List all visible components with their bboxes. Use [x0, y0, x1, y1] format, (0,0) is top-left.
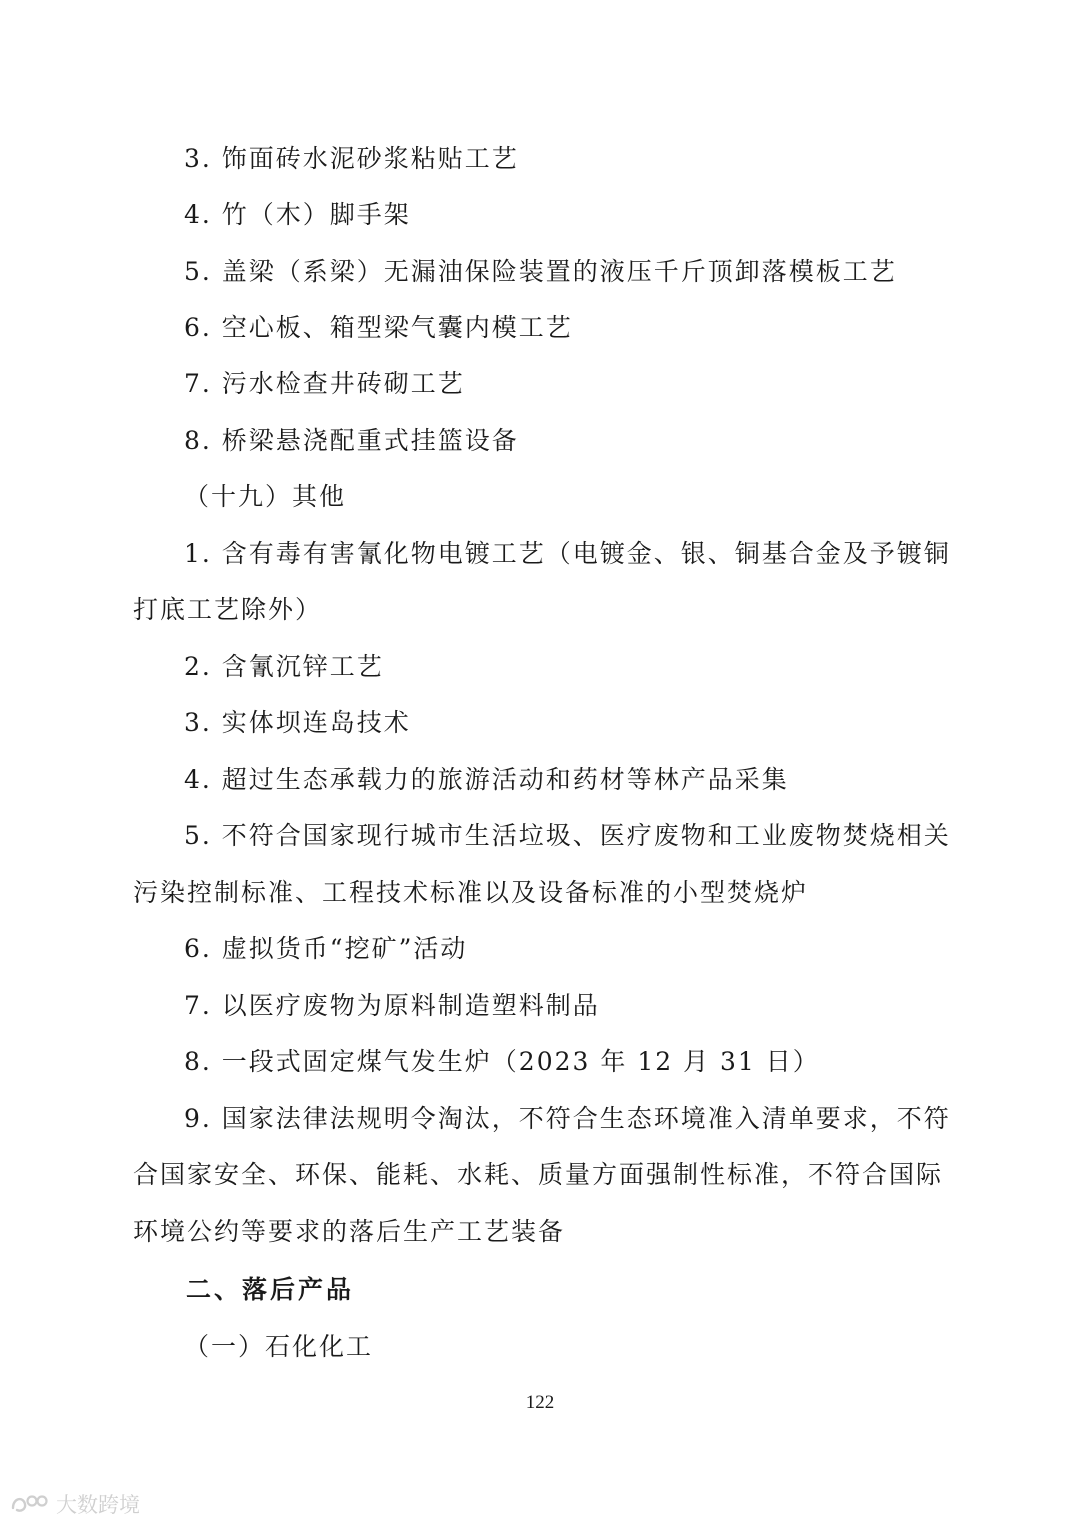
list-item-continuation: 环境公约等要求的落后生产工艺装备: [133, 1217, 566, 1246]
chapter-heading: 二、落后产品: [186, 1275, 355, 1304]
watermark-text: 大数跨境: [56, 1493, 140, 1517]
page-number: 122: [525, 1392, 555, 1413]
section-heading: （一）石化化工: [184, 1332, 374, 1361]
list-item: 2. 含氰沉锌工艺: [184, 652, 384, 681]
list-item: 5. 不符合国家现行城市生活垃圾、医疗废物和工业废物焚烧相关: [184, 821, 951, 850]
list-item: 9. 国家法律法规明令淘汰，不符合生态环境准入清单要求，不符: [184, 1104, 951, 1133]
list-item-continuation: 打底工艺除外）: [133, 595, 323, 624]
list-item: 3. 实体坝连岛技术: [184, 708, 411, 737]
list-item: 8. 桥梁悬浇配重式挂篮设备: [184, 426, 519, 455]
watermark: [10, 1489, 140, 1519]
list-item: 4. 竹（木）脚手架: [184, 200, 411, 229]
list-item: 3. 饰面砖水泥砂浆粘贴工艺: [184, 144, 519, 173]
list-item: 4. 超过生态承载力的旅游活动和药材等林产品采集: [184, 765, 789, 794]
section-heading: （十九）其他: [184, 482, 347, 511]
list-item: 7. 污水检查井砖砌工艺: [184, 369, 465, 398]
list-item: 1. 含有毒有害氰化物电镀工艺（电镀金、银、铜基合金及予镀铜: [184, 539, 951, 568]
list-item: 5. 盖梁（系梁）无漏油保险装置的液压千斤顶卸落模板工艺: [184, 257, 897, 286]
list-item: 6. 虚拟货币“挖矿”活动: [184, 934, 468, 963]
list-item-continuation: 合国家安全、环保、能耗、水耗、质量方面强制性标准，不符合国际: [133, 1160, 944, 1189]
list-item: 6. 空心板、箱型梁气囊内模工艺: [184, 313, 573, 342]
list-item: 8. 一段式固定煤气发生炉（2023 年 12 月 31 日）: [184, 1047, 820, 1076]
logo-icon: [10, 1492, 50, 1516]
list-item-continuation: 污染控制标准、工程技术标准以及设备标准的小型焚烧炉: [133, 878, 809, 907]
list-item: 7. 以医疗废物为原料制造塑料制品: [184, 991, 600, 1020]
